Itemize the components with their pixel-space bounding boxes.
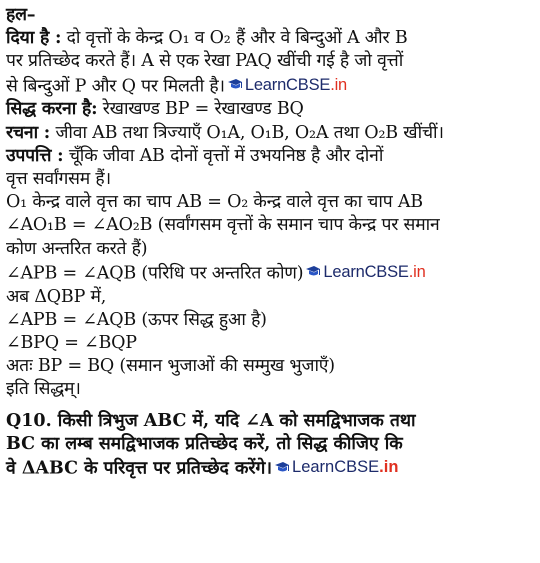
line-text: ∠BPQ = ∠BQP [6,333,137,354]
solution-line [6,98,540,121]
line-text: कोण अन्तरित करते हैं) [6,238,148,259]
solution-line [6,214,540,237]
graduation-cap-icon [305,265,321,279]
watermark-tld: .in [330,75,348,94]
solution-line [6,50,540,73]
solution-line [6,286,540,309]
step-label: उपपत्ति : [6,145,64,166]
solution-heading: हल– [6,5,36,25]
watermark-brand: LearnCBSE [292,458,380,477]
solution-line [6,145,540,168]
watermark-tld: .in [408,262,426,281]
solution-line [6,378,540,401]
solution-line [6,309,540,332]
question-line [6,410,540,433]
line-text: जीवा AB तथा त्रिज्याएँ O₁A, O₁B, O₂A तथा O₂B खींचीं। [50,122,444,143]
line-text: दो वृत्तों के केन्द्र O₁ व O₂ हैं और वे बिन्दुओं A और B [61,28,408,49]
question-block [6,410,540,482]
solution-line [6,191,540,214]
step-label: दिया है : [6,28,62,49]
watermark-brand: LearnCBSE [244,75,331,94]
solution-line [6,355,540,378]
solution-line [6,238,540,261]
solution-line [6,74,540,99]
question-text: Q10. किसी त्रिभुज ABC में, यदि ∠A को समद्विभाजक तथा [6,410,416,431]
solution-line [6,332,540,355]
line-text: इति सिद्धम्। [6,379,81,400]
learncbse-watermark [274,456,398,479]
question-line [6,433,540,456]
question-text: वे ΔABC के परिवृत्त पर प्रतिच्छेद करेंगे। [6,459,273,480]
solution-body [6,27,540,401]
watermark-tld: .in [379,458,399,477]
question-line [6,456,540,481]
learncbse-watermark [227,74,347,97]
line-text: ∠APB = ∠AQB (ऊपर सिद्ध हुआ है) [6,309,267,330]
line-text: अब ΔQBP में, [6,286,107,307]
solution-line [6,27,540,50]
line-text: चूँकि जीवा AB दोनों वृत्तों में उभयनिष्ठ है और दोनों [63,145,384,166]
solution-line [6,261,540,286]
line-text: अतः BP = BQ (समान भुजाओं की सम्मुख भुजाएँ) [6,356,335,377]
watermark-brand: LearnCBSE [323,262,409,281]
line-text: वृत्त सर्वांगसम हैं। [6,169,111,190]
solution-line [6,168,540,191]
learncbse-watermark [305,261,425,284]
line-text: ∠AO₁B = ∠AO₂B (सर्वांगसम वृत्तों के समान चाप केन्द्र पर समान [6,215,440,236]
line-text: O₁ केन्द्र वाले वृत्त का चाप AB = O₂ केन्द्र वाले वृत्त का चाप AB [6,192,423,213]
graduation-cap-icon [227,78,243,92]
step-label: सिद्ध करना है: [6,99,98,120]
line-text: पर प्रतिच्छेद करते हैं। A से एक रेखा PAQ खींची गई है जो वृत्तों [6,51,404,72]
solution-line [6,122,540,145]
line-text: रेखाखण्ड BP = रेखाखण्ड BQ [97,99,304,120]
line-text: से बिन्दुओं P और Q पर मिलती है। [6,76,225,97]
question-text: BC का लम्ब समद्विभाजक प्रतिच्छेद करें, तो सिद्ध कीजिए कि [6,434,403,455]
step-label: रचना : [6,122,51,143]
graduation-cap-icon [274,461,290,475]
line-text: ∠APB = ∠AQB (परिधि पर अन्तरित कोण) [6,263,304,284]
